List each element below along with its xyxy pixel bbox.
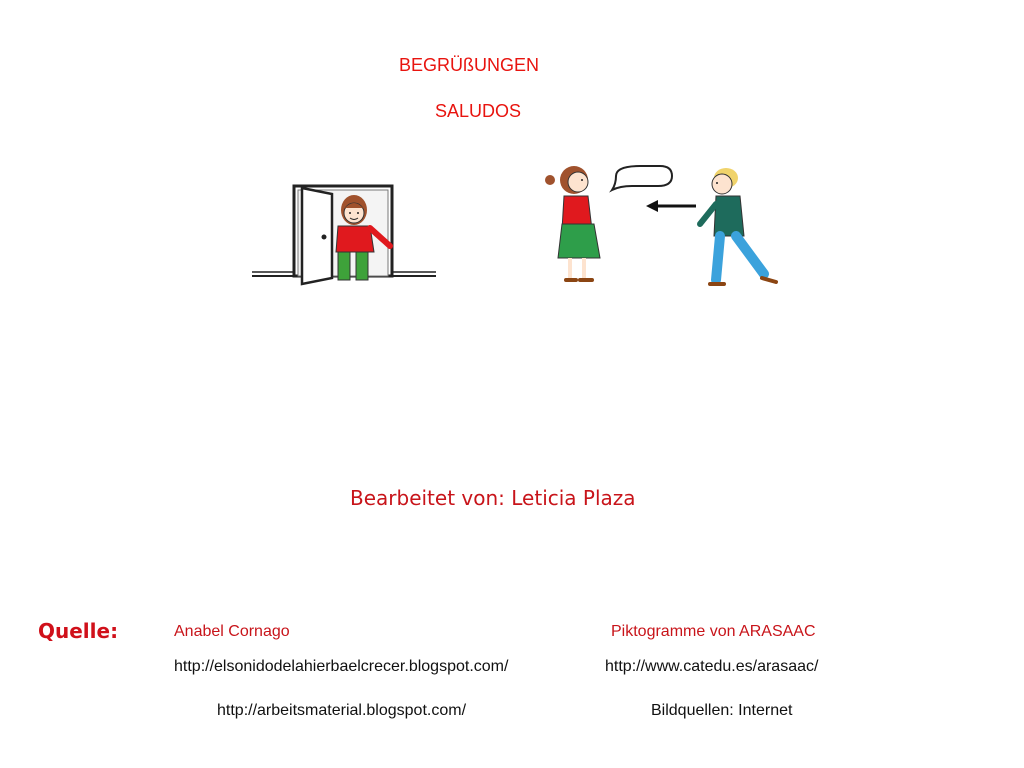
conversation-greeting-pictogram	[540, 160, 785, 290]
door-greeting-pictogram	[250, 180, 440, 290]
material-link[interactable]: http://arbeitsmaterial.blogspot.com/	[217, 702, 467, 719]
arasaac-link[interactable]: http://www.catedu.es/arasaac/	[605, 658, 819, 675]
left-arrow-icon	[646, 200, 696, 212]
title-german: BEGRÜßUNGEN	[399, 55, 540, 75]
speech-bubble-icon	[612, 166, 672, 190]
woman-figure	[545, 166, 600, 280]
author-link[interactable]: http://elsonidodelahierbaelcrecer.blogspot.com/	[174, 658, 509, 675]
man-figure	[700, 168, 776, 284]
image-sources-text: Bildquellen: Internet	[651, 702, 793, 719]
pictograms-credit: Piktogramme von ARASAAC	[611, 623, 816, 640]
author-name: Anabel Cornago	[174, 623, 290, 640]
edited-by-text: Bearbeitet von: Leticia Plaza	[350, 486, 636, 510]
source-label: Quelle:	[38, 619, 119, 643]
title-spanish: SALUDOS	[435, 101, 522, 121]
